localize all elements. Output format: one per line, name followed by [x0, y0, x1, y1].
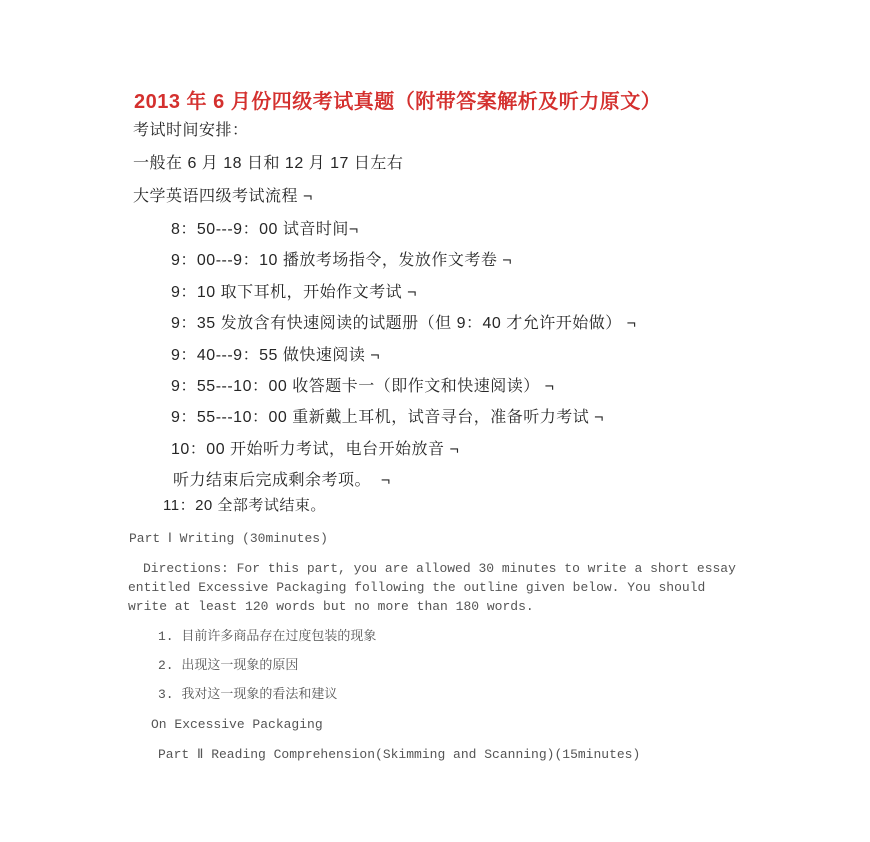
exam-date-line: 一般在 6 月 18 日和 12 月 17 日左右 — [133, 155, 404, 172]
part1-directions: Directions: For this part, you are allowed 30 minutes to write a short essay entitled Excessive Packaging following the outline given below. You should write at least 120 words but no more than 180 words. — [128, 561, 744, 614]
schedule-item: 9：35 发放含有快速阅读的试题册（但 9：40 才允许开始做） ¬ — [171, 315, 637, 332]
schedule-item: 9：00---9：10 播放考场指令，发放作文考卷 ¬ — [171, 252, 513, 269]
schedule-end: 11：20 全部考试结束。 — [163, 497, 326, 514]
schedule-item: 9：40---9：55 做快速阅读 ¬ — [171, 347, 381, 364]
outline-item: 1. 目前许多商品存在过度包装的现象 — [158, 629, 377, 644]
schedule-item: 10：00 开始听力考试，电台开始放音 ¬ — [171, 441, 460, 458]
part1-heading: Part Ⅰ Writing (30minutes) — [129, 531, 328, 546]
part2-heading: Part Ⅱ Reading Comprehension(Skimming and Scanning)(15minutes) — [158, 747, 641, 762]
outline-item: 3. 我对这一现象的看法和建议 — [158, 687, 338, 702]
exam-schedule-heading: 考试时间安排： — [133, 122, 249, 139]
schedule-item: 9：10 取下耳机，开始作文考试 ¬ — [171, 284, 417, 301]
essay-title: On Excessive Packaging — [151, 717, 323, 732]
page-title: 2013 年 6 月份四级考试真题（附带答案解析及听力原文） — [134, 91, 662, 113]
schedule-item: 8：50---9：00 试音时间¬ — [171, 221, 359, 238]
schedule-item: 9：55---10：00 重新戴上耳机，试音寻台，准备听力考试 ¬ — [171, 409, 605, 426]
schedule-item: 9：55---10：00 收答题卡一（即作文和快速阅读） ¬ — [171, 378, 555, 395]
outline-item: 2. 出现这一现象的原因 — [158, 658, 299, 673]
schedule-note: 听力结束后完成剩余考项。 ¬ — [173, 472, 391, 489]
exam-flow-heading: 大学英语四级考试流程 ¬ — [133, 188, 313, 205]
